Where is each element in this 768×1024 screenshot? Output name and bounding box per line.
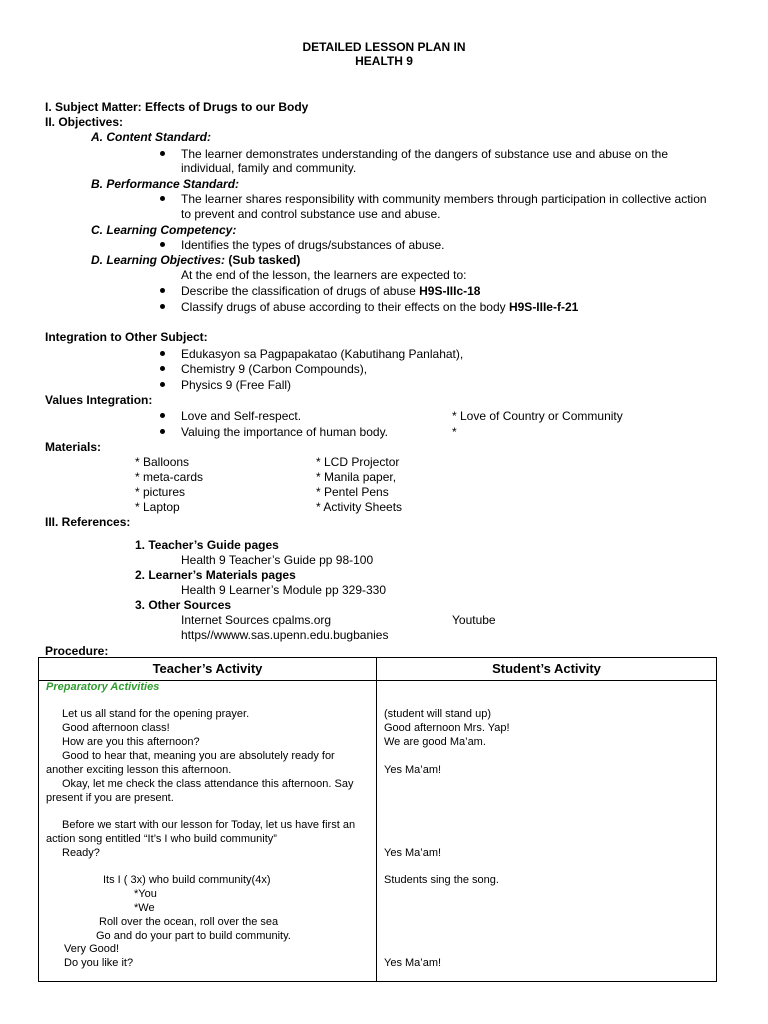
bullet-icon (160, 196, 165, 201)
references-heading: III. References: (45, 515, 131, 529)
reference-detail: Health 9 Teacher’s Guide pp 98-100 (181, 553, 374, 567)
material-item: * pictures (135, 485, 186, 499)
performance-standard-text: The learner shares responsibility with community members through participation in collective action (181, 192, 707, 206)
value-item-right: * (452, 425, 457, 439)
song-line: Its I ( 3x) who build community(4x) (103, 874, 271, 886)
reference-label: 2. Learner’s Materials pages (135, 568, 296, 582)
procedure-heading: Procedure: (45, 644, 109, 658)
value-item: Valuing the importance of human body. (181, 425, 389, 439)
teacher-line: present if you are present. (46, 792, 174, 804)
reference-label: 1. Teacher’s Guide pages (135, 538, 279, 552)
material-item: * Manila paper, (316, 470, 397, 484)
student-line: We are good Ma’am. (384, 736, 486, 748)
reference-url: https//wwww.sas.upenn.edu.bugbanies (181, 628, 389, 642)
student-line: Yes Ma’am! (384, 764, 442, 776)
content-standard-label: A. Content Standard: (91, 130, 211, 144)
doc-title-line1: DETAILED LESSON PLAN IN (302, 40, 466, 54)
section-label: Preparatory Activities (46, 681, 160, 693)
bullet-icon (160, 429, 165, 434)
table-divider (376, 658, 377, 981)
learning-competency-label: C. Learning Competency: (91, 223, 237, 237)
material-item: * Laptop (135, 500, 180, 514)
song-line: *We (134, 902, 155, 914)
teacher-line: Before we start with our lesson for Today, let us have first an (62, 819, 356, 831)
learning-objectives-suffix: (Sub tasked) (228, 253, 301, 267)
bullet-icon (160, 288, 165, 293)
teacher-line: Do you like it? (64, 957, 134, 969)
song-line: Roll over the ocean, roll over the sea (99, 916, 279, 928)
teacher-line: another exciting lesson this afternoon. (46, 764, 232, 776)
procedure-table (38, 657, 717, 982)
value-item-right: * Love of Country or Community (452, 409, 623, 423)
doc-title-line2: HEALTH 9 (355, 54, 413, 68)
bullet-icon (160, 151, 165, 156)
value-item: Love and Self-respect. (181, 409, 302, 423)
reference-detail-right: Youtube (452, 613, 496, 627)
teacher-line: action song entitled “It’s I who build community” (46, 833, 277, 845)
teacher-line: Okay, let me check the class attendance this afternoon. Say (62, 778, 354, 790)
material-item: * LCD Projector (316, 455, 400, 469)
student-line: Students sing the song. (384, 874, 499, 886)
integration-item: Edukasyon sa Pagpapakatao (Kabutihang Panlahat), (181, 347, 464, 361)
learning-objectives-intro: At the end of the lesson, the learners are expected to: (181, 268, 467, 282)
integration-item: Physics 9 (Free Fall) (181, 378, 292, 392)
teacher-line: Let us all stand for the opening prayer. (62, 708, 250, 720)
performance-standard-text-cont: to prevent and control substance use and abuse. (181, 207, 441, 221)
integration-item: Chemistry 9 (Carbon Compounds), (181, 362, 368, 376)
learning-objective-item (181, 284, 480, 298)
col-header-teacher: Teacher’s Activity (152, 661, 263, 676)
material-item: * meta-cards (135, 470, 204, 484)
col-header-student: Student’s Activity (492, 661, 601, 676)
learning-objective-item (181, 300, 578, 314)
learning-objective-code: H9S-IIIe-f-21 (508, 300, 579, 314)
performance-standard-label: B. Performance Standard: (91, 177, 240, 191)
material-item: * Balloons (135, 455, 190, 469)
song-line: *You (134, 888, 157, 900)
teacher-line: Good to hear that, meaning you are absolutely ready for (62, 750, 335, 762)
bullet-icon (160, 413, 165, 418)
bullet-icon (160, 304, 165, 309)
materials-heading: Materials: (45, 440, 102, 454)
learning-objective-text: Classify drugs of abuse according to their effects on the body (181, 300, 509, 314)
content-standard-text-cont: individual, family and community. (181, 161, 357, 175)
teacher-line: Very Good! (64, 943, 120, 955)
song-line: Go and do your part to build community. (96, 930, 291, 942)
reference-detail: Health 9 Learner’s Module pp 329-330 (181, 583, 387, 597)
reference-label: 3. Other Sources (135, 598, 232, 612)
bullet-icon (160, 351, 165, 356)
integration-heading: Integration to Other Subject: (45, 330, 208, 344)
learning-objective-text: Describe the classification of drugs of abuse (181, 284, 420, 298)
student-line: Yes Ma’am! (384, 957, 442, 969)
learning-competency-text: Identifies the types of drugs/substances of abuse. (181, 238, 445, 252)
content-standard-text: The learner demonstrates understanding of the dangers of substance use and abuse on the (181, 147, 668, 161)
teacher-line: Good afternoon class! (62, 722, 170, 734)
reference-detail: Internet Sources cpalms.org (181, 613, 332, 627)
values-heading: Values Integration: (45, 393, 153, 407)
student-line: Yes Ma’am! (384, 847, 442, 859)
learning-objective-code: H9S-IIIc-18 (419, 284, 481, 298)
learning-objectives-heading (91, 253, 300, 267)
student-line: (student will stand up) (384, 708, 491, 720)
teacher-line: Ready? (62, 847, 100, 859)
teacher-line: How are you this afternoon? (62, 736, 200, 748)
subject-matter: I. Subject Matter: Effects of Drugs to our Body (45, 100, 309, 114)
material-item: * Pentel Pens (316, 485, 389, 499)
material-item: * Activity Sheets (316, 500, 403, 514)
bullet-icon (160, 382, 165, 387)
bullet-icon (160, 242, 165, 247)
learning-objectives-label: D. Learning Objectives: (91, 253, 226, 267)
student-line: Good afternoon Mrs. Yap! (384, 722, 510, 734)
bullet-icon (160, 366, 165, 371)
objectives-heading: II. Objectives: (45, 115, 124, 129)
